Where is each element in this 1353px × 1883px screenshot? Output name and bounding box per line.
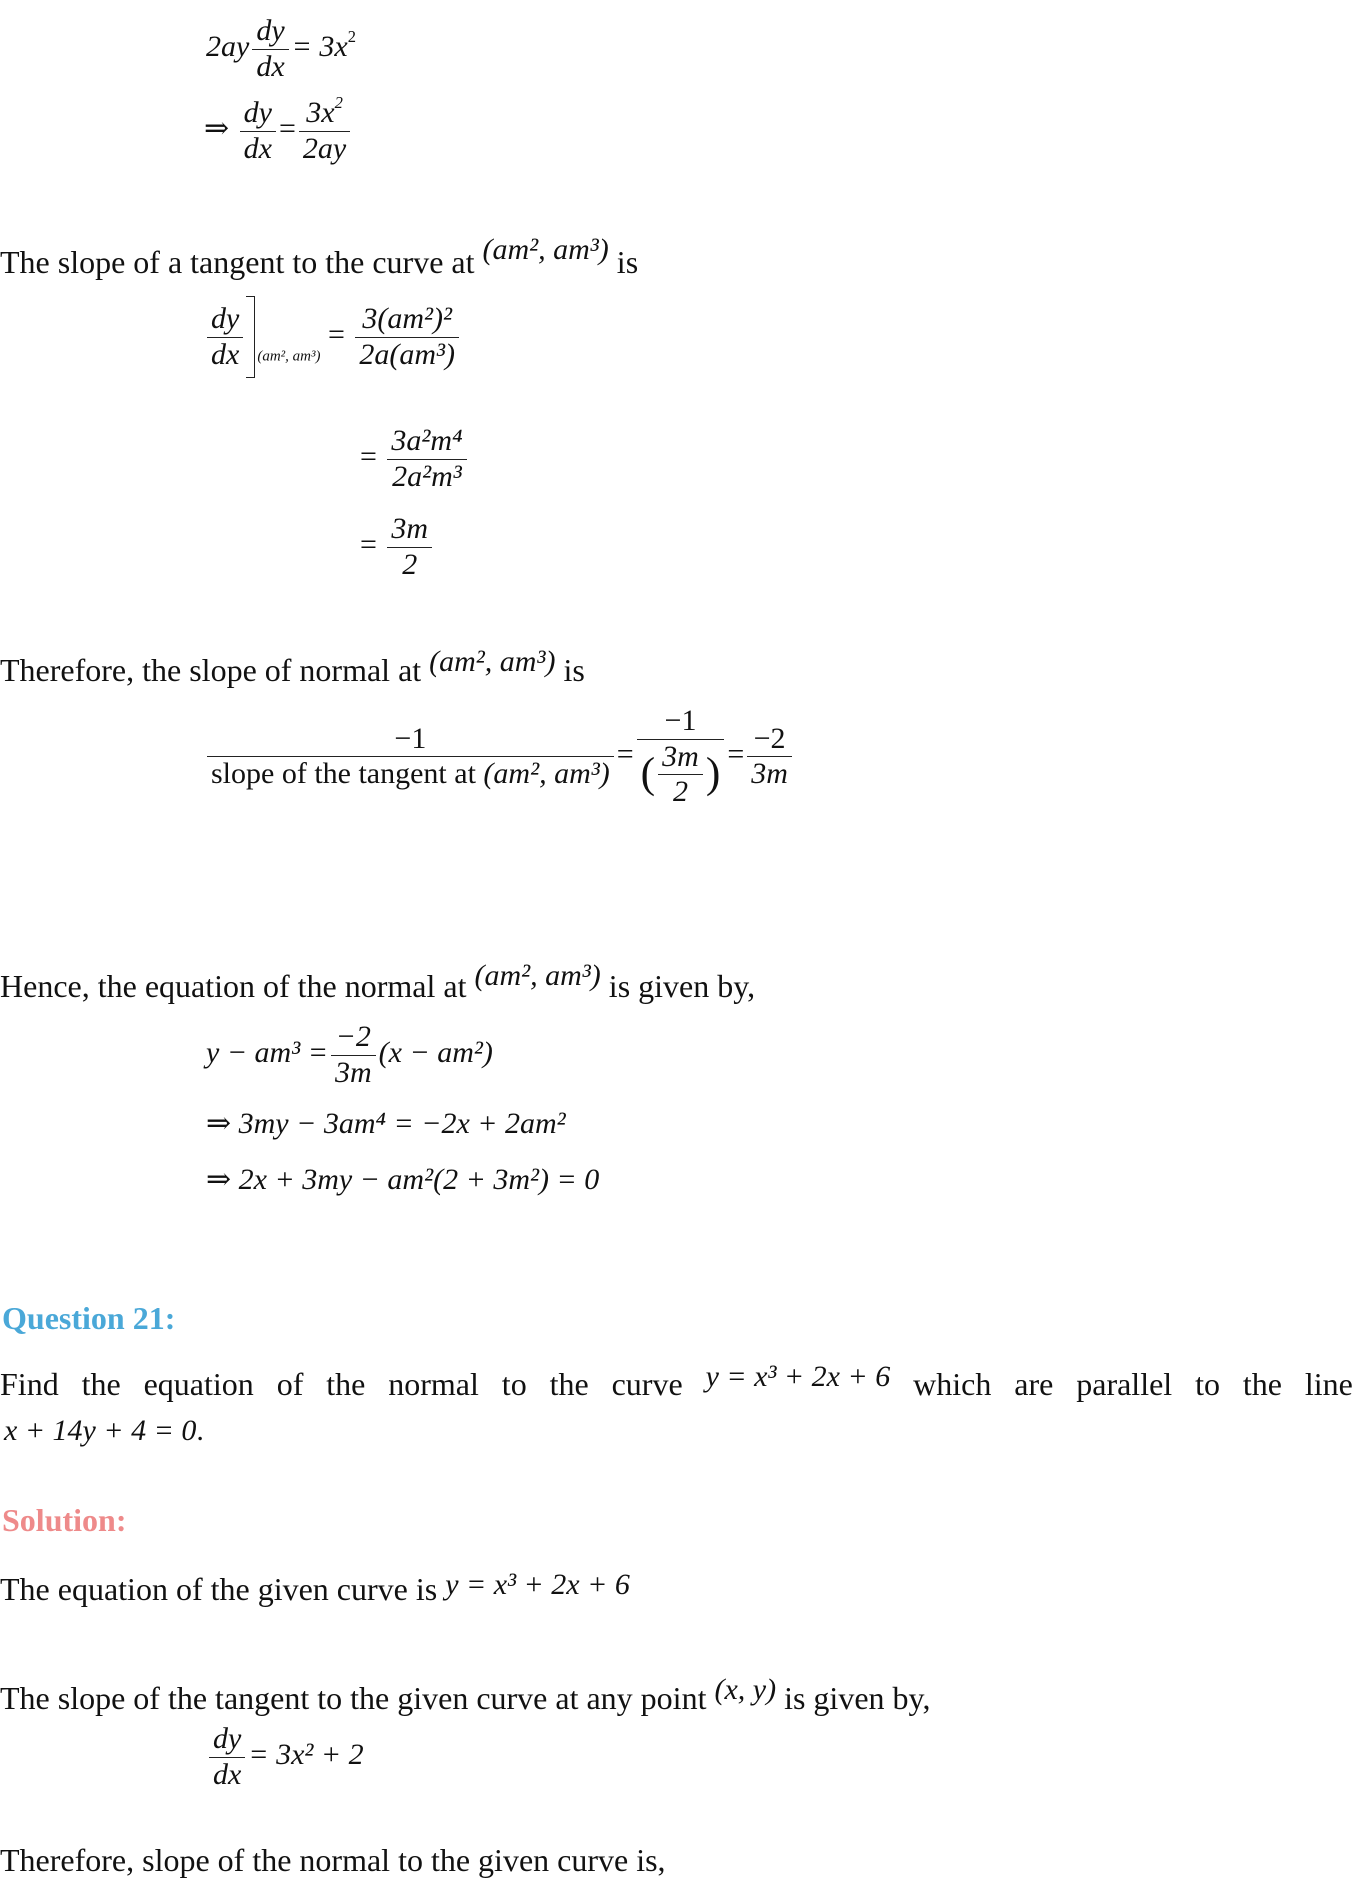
curve-equation: y = x³ + 2x + 6	[445, 1568, 630, 1601]
paragraph-tangent-any-point	[0, 1673, 931, 1717]
paragraph-tangent-slope	[0, 233, 639, 281]
numerator: −2	[331, 1020, 376, 1056]
equation-3	[204, 296, 462, 378]
fraction	[299, 92, 350, 166]
word: Find	[0, 1366, 59, 1402]
inner-fraction	[658, 740, 703, 810]
word: to	[1195, 1366, 1220, 1402]
word: of	[276, 1366, 304, 1402]
denominator: dx	[211, 337, 240, 371]
eq10-rhs: = 3x² + 2	[248, 1737, 364, 1771]
point: (am², am³)	[483, 757, 610, 791]
text-tail: is given by,	[784, 1680, 931, 1716]
fraction	[207, 722, 614, 792]
equals: =	[616, 737, 634, 771]
equation-9: ⇒ 2x + 3my − am²(2 + 3m²) = 0	[206, 1163, 600, 1196]
evaluation-point: (am², am³)	[257, 348, 321, 365]
fraction	[387, 424, 466, 494]
point: (am², am³)	[474, 959, 601, 992]
curve-equation: y = x³ + 2x + 6	[705, 1360, 891, 1393]
denominator-text: slope of the tangent at	[211, 757, 476, 791]
equals: =	[360, 439, 377, 473]
line-equation: x + 14y + 4 = 0	[4, 1414, 197, 1447]
equation-4	[360, 424, 470, 494]
denominator: ( $\frac{3m}{2}$ )	[640, 739, 721, 808]
denominator: dx	[256, 49, 285, 83]
numerator: dy	[207, 302, 243, 338]
word: curve	[611, 1366, 683, 1402]
fraction	[387, 512, 432, 582]
question-label: Question 21:	[2, 1300, 176, 1336]
paragraph-curve	[0, 1568, 630, 1608]
exponent: 2	[347, 26, 356, 46]
word: the	[1242, 1366, 1282, 1402]
period: .	[196, 1414, 204, 1447]
equation-8: ⇒ 3my − 3am⁴ = −2x + 2am²	[206, 1107, 566, 1140]
eq1-lhs: 2ay	[206, 29, 250, 63]
denominator: 3m	[751, 757, 788, 791]
numerator: −2	[747, 722, 792, 758]
numerator: 3m	[387, 512, 432, 548]
denominator: 2a(am³)	[359, 337, 456, 371]
denominator: 2	[402, 547, 418, 581]
word: the	[326, 1366, 366, 1402]
point: (am², am³)	[429, 645, 556, 678]
paragraph-normal-slope	[0, 645, 585, 689]
numerator: −1	[637, 704, 725, 740]
word: are	[1014, 1366, 1054, 1402]
fraction	[207, 302, 243, 372]
fraction	[637, 704, 725, 810]
equation-2	[204, 92, 353, 166]
paragraph-normal-slope-curve: Therefore, slope of the normal to the given curve is,	[0, 1842, 666, 1878]
numerator: dy	[240, 96, 276, 132]
point: (x, y)	[714, 1673, 777, 1706]
numerator	[299, 92, 350, 132]
paragraph-normal-equation	[0, 959, 756, 1005]
point: (am², am³)	[482, 233, 609, 266]
text: The slope of the tangent to the given curve at any point	[0, 1680, 707, 1716]
fraction	[355, 302, 459, 372]
equation-1	[206, 14, 356, 84]
word: to	[501, 1366, 527, 1402]
fraction	[240, 96, 276, 166]
denominator: dx	[213, 1757, 242, 1791]
denominator	[207, 757, 614, 792]
equation-6	[204, 704, 795, 810]
fraction	[331, 1020, 376, 1090]
eq7-rhs: (x − am²)	[378, 1035, 493, 1069]
text-tail: is	[563, 652, 585, 688]
text: Hence, the equation of the normal at	[0, 968, 467, 1004]
text: The equation of the given curve is	[0, 1571, 438, 1607]
question-line-equation	[4, 1414, 204, 1448]
question-text	[0, 1360, 1353, 1403]
implies-symbol: ⇒	[204, 111, 230, 145]
numerator: 3m	[658, 740, 703, 776]
text-tail: is	[616, 244, 639, 280]
evaluation-bracket	[246, 296, 255, 378]
fraction	[252, 14, 288, 84]
text-tail: is given by,	[608, 968, 756, 1004]
numerator: dy	[252, 14, 288, 50]
word: parallel	[1076, 1366, 1173, 1402]
word: equation	[143, 1366, 254, 1402]
solution-label: Solution:	[2, 1502, 127, 1538]
numerator: −1	[207, 722, 614, 758]
denominator: 3m	[334, 1055, 372, 1089]
text: Therefore, the slope of normal at	[0, 652, 422, 688]
eq1-rhs: = 3x	[291, 29, 348, 63]
numerator: 3a²m⁴	[387, 424, 466, 460]
equals: =	[360, 527, 377, 561]
word: normal	[388, 1366, 479, 1402]
numerator: dy	[209, 1722, 245, 1758]
denominator: 2ay	[302, 131, 347, 165]
word: the	[81, 1366, 121, 1402]
exponent: 2	[334, 92, 343, 112]
equals: =	[727, 737, 745, 771]
denominator: dx	[243, 131, 272, 165]
numerator-text: 3x	[306, 96, 335, 129]
equation-5	[360, 512, 435, 582]
equals: =	[327, 317, 345, 351]
text: The slope of a tangent to the curve at	[0, 244, 475, 280]
numerator: 3(am²)²	[355, 302, 459, 338]
word: line	[1304, 1366, 1353, 1402]
equation-7	[206, 1020, 493, 1090]
eq7-lhs: y − am³ =	[206, 1035, 328, 1069]
fraction	[747, 722, 792, 792]
fraction	[209, 1722, 245, 1792]
word: the	[549, 1366, 589, 1402]
equals: =	[278, 111, 296, 145]
denominator: 2	[672, 775, 688, 808]
denominator: 2a²m³	[392, 459, 462, 493]
equation-10	[206, 1722, 364, 1792]
word: which	[913, 1366, 992, 1402]
